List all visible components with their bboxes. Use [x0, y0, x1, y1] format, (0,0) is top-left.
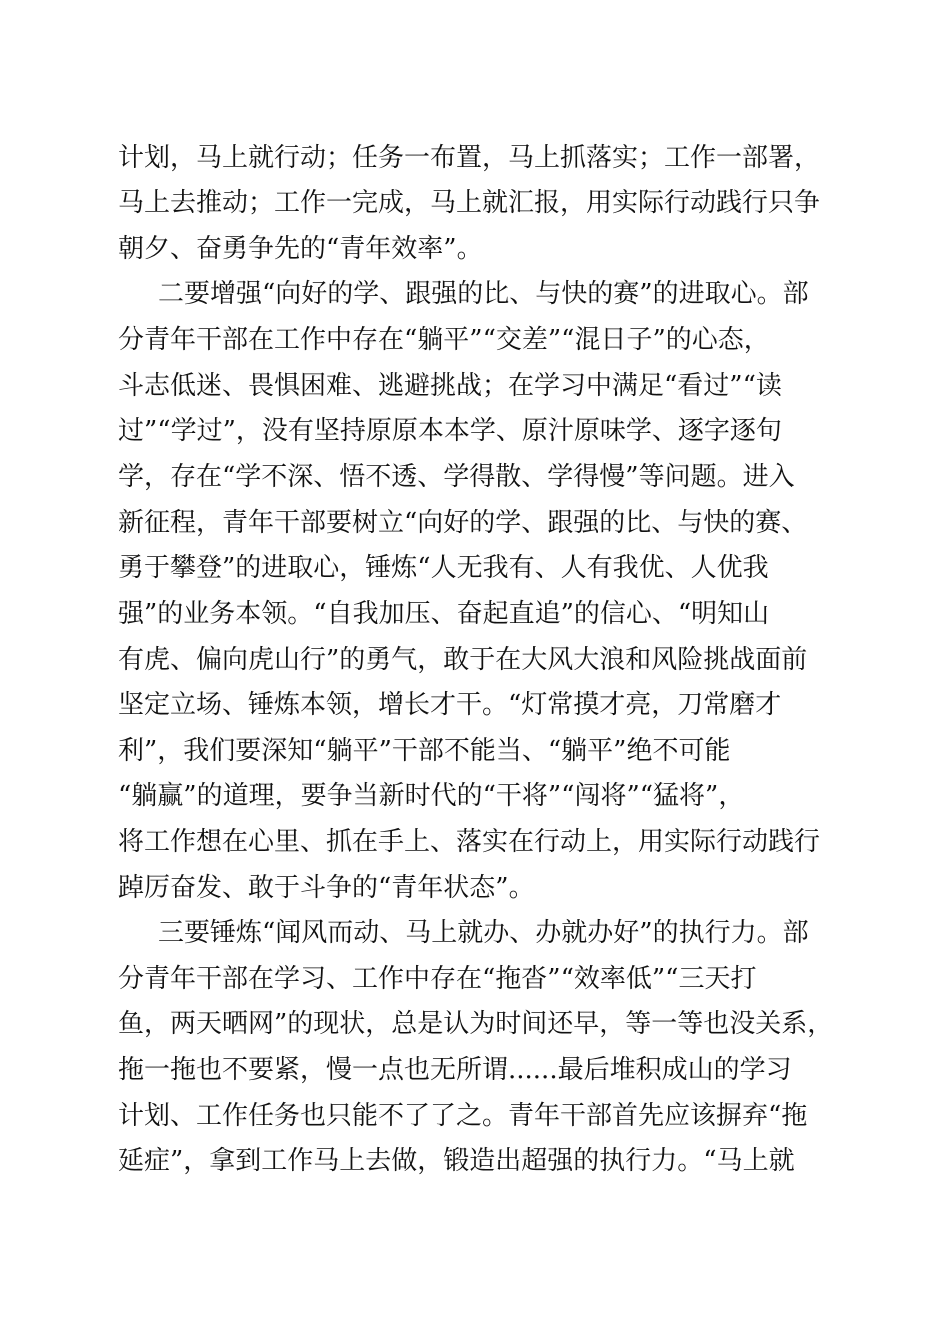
- body-line-17: 踔厉奋发、敢于斗争的“青年状态”。: [118, 873, 535, 903]
- body-line-10: 勇于攀登”的进取心，锤炼“人无我有、人有我优、人优我: [118, 553, 769, 583]
- body-line-16: 将工作想在心里、抓在手上、落实在行动上，用实际行动践行: [118, 827, 821, 857]
- body-line-05: 分青年干部在工作中存在“躺平”“交差”“混日子”的心态，: [118, 325, 770, 355]
- body-line-02: 马上去推动；工作一完成，马上就汇报，用实际行动践行只争: [118, 188, 821, 218]
- body-line-11: 强”的业务本领。“自我加压、奋起直追”的信心、“明知山: [118, 599, 770, 629]
- body-line-08: 学，存在“学不深、悟不透、学得散、学得慢”等问题。进入: [118, 462, 795, 492]
- body-line-20: 鱼，两天晒网”的现状，总是认为时间还早，等一等也没关系，: [118, 1009, 834, 1039]
- body-line-21: 拖一拖也不要紧，慢一点也无所谓......最后堆积成山的学习: [118, 1055, 792, 1085]
- body-line-22: 计划、工作任务也只能不了了之。青年干部首先应该摒弃“拖: [118, 1101, 808, 1131]
- body-line-03: 朝夕、奋勇争先的“青年效率”。: [118, 234, 483, 264]
- body-line-06: 斗志低迷、畏惧困难、逃避挑战；在学习中满足“看过”“读: [118, 371, 782, 401]
- body-line-09: 新征程，青年干部要树立“向好的学、跟强的比、与快的赛、: [118, 508, 808, 538]
- paragraph-3-first-line: 三要锤炼“闻风而动、马上就办、办就办好”的执行力。部: [158, 918, 809, 948]
- body-line-12: 有虎、偏向虎山行”的勇气，敢于在大风大浪和风险挑战面前: [118, 645, 808, 675]
- body-line-15: “躺赢”的道理，要争当新时代的“干将”“闯将”“猛将”，: [118, 781, 745, 811]
- body-line-14: 利”，我们要深知“躺平”干部不能当、“躺平”绝不可能: [118, 736, 731, 766]
- body-line-13: 坚定立场、锤炼本领，增长才干。“灯常摸才亮，刀常磨才: [118, 690, 782, 720]
- paragraph-2-first-line: 二要增强“向好的学、跟强的比、与快的赛”的进取心。部: [158, 279, 809, 309]
- body-line-01: 计划，马上就行动；任务一布置，马上抓落实；工作一部署，: [118, 143, 821, 173]
- body-line-07: 过”“学过”，没有坚持原原本本学、原汁原味学、逐字逐句: [118, 416, 782, 446]
- body-line-23: 延症”，拿到工作马上去做，锻造出超强的执行力。“马上就: [118, 1146, 795, 1176]
- body-line-19: 分青年干部在学习、工作中存在“拖沓”“效率低”“三天打: [118, 964, 757, 994]
